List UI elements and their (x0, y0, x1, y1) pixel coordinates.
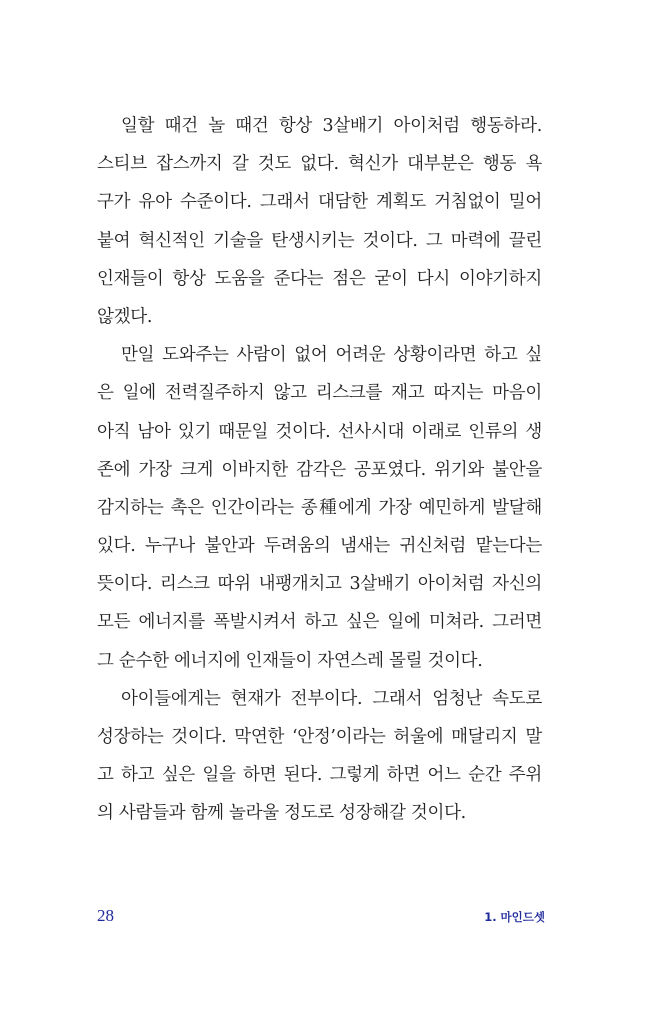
chapter-title: 1. 마인드셋 (484, 910, 545, 924)
text-line: 그 순수한 에너지에 인재들이 자연스레 몰릴 것이다. (97, 650, 483, 671)
text-line: 은 일에 전력질주하지 않고 리스크를 재고 따지는 마음이 (97, 383, 542, 404)
text-line: 않겠다. (97, 306, 153, 327)
text-line: 고 하고 싶은 일을 하면 된다. 그렇게 하면 어느 순간 주위 (97, 765, 542, 786)
page-number: 28 (97, 906, 114, 925)
text-line: 인재들이 항상 도움을 준다는 점은 굳이 다시 이야기하지 (97, 268, 542, 289)
text-line: 의 사람들과 함께 놀라울 정도로 성장해갈 것이다. (97, 803, 466, 824)
text-line: 일할 때건 놀 때건 항상 3살배기 아이처럼 행동하라. (121, 116, 542, 136)
text-line: 아직 남아 있기 때문일 것이다. 선사시대 이래로 인류의 생 (97, 421, 542, 442)
text-line: 뜻이다. 리스크 따위 내팽개치고 3살배기 아이처럼 자신의 (97, 574, 542, 595)
text-line: 존에 가장 크게 이바지한 감각은 공포였다. 위기와 불안을 (97, 459, 542, 480)
body-text (97, 107, 542, 833)
text-line: 아이들에게는 현재가 전부이다. 그래서 엄청난 속도로 (121, 688, 542, 709)
text-line: 만일 도와주는 사람이 없어 어려운 상황이라면 하고 싶 (121, 345, 542, 366)
text-line: 감지하는 촉은 인간이라는 종種에게 가장 예민하게 발달해 (97, 497, 542, 518)
text-line: 모든 에너지를 폭발시켜서 하고 싶은 일에 미쳐라. 그러면 (97, 612, 542, 633)
text-line: 성장하는 것이다. 막연한 ‘안정’이라는 허울에 매달리지 말 (97, 727, 542, 747)
text-line: 구가 유아 수준이다. 그래서 대담한 계획도 거침없이 밀어 (97, 192, 542, 213)
text-line: 붙여 혁신적인 기술을 탄생시키는 것이다. 그 마력에 끌린 (97, 230, 542, 251)
text-line: 있다. 누구나 불안과 두려움의 냄새는 귀신처럼 맡는다는 (97, 536, 542, 557)
text-line: 스티브 잡스까지 갈 것도 없다. 혁신가 대부분은 행동 욕 (97, 154, 542, 175)
